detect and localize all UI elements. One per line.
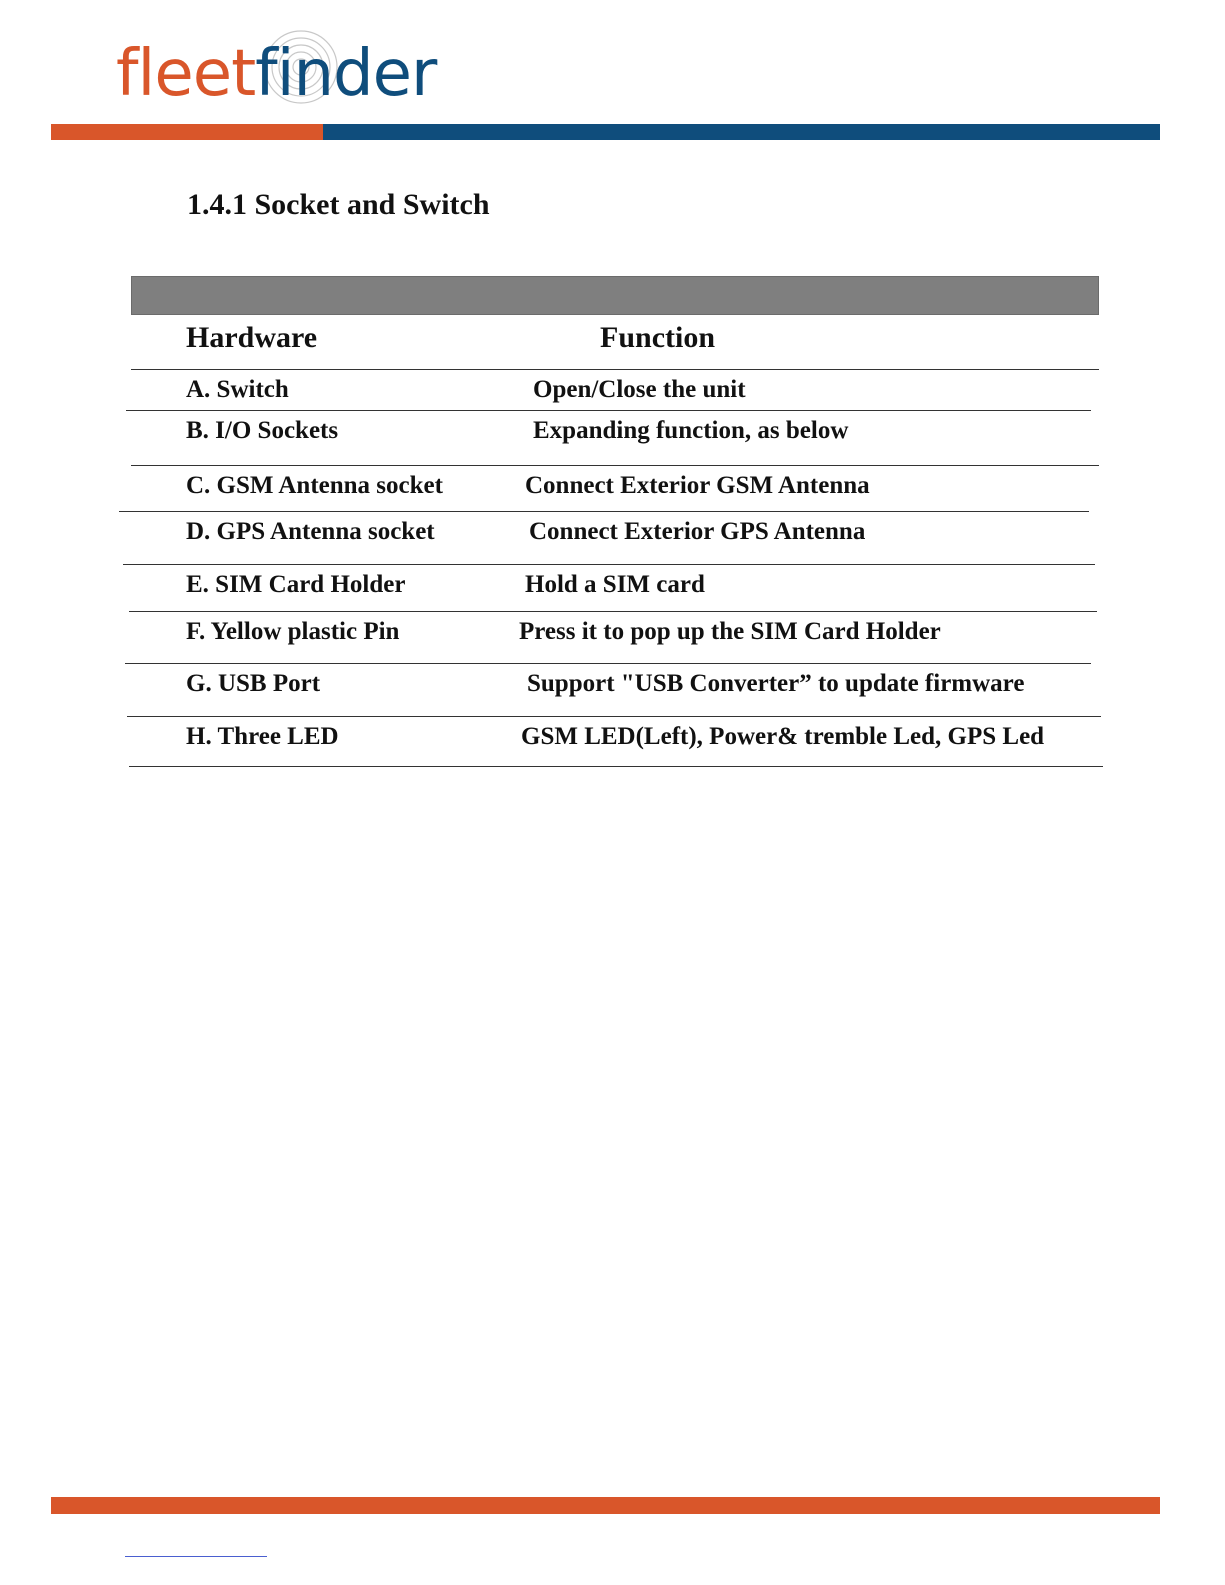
- table-row: [131, 571, 1099, 615]
- table-rule: [127, 716, 1101, 717]
- logo-finder: finder: [255, 37, 437, 111]
- table-rule: [131, 369, 1099, 370]
- table-header: [131, 315, 1099, 371]
- table-rule: [125, 663, 1091, 664]
- footer-link-underline: [125, 1556, 267, 1557]
- table-rule: [131, 465, 1099, 466]
- cell-hardware: B. I/O Sockets: [186, 417, 339, 444]
- cell-hardware: G. USB Port: [186, 670, 321, 697]
- cell-hardware: E. SIM Card Holder: [186, 571, 406, 598]
- cell-hardware: H. Three LED: [186, 723, 339, 750]
- cell-function: GSM LED(Left), Power& tremble Led, GPS Led: [521, 723, 1045, 750]
- cell-hardware: D. GPS Antenna socket: [186, 518, 435, 545]
- cell-function: Connect Exterior GSM Antenna: [525, 472, 870, 499]
- header-divider-bar: [51, 124, 1160, 140]
- cell-function: Expanding function, as below: [533, 417, 849, 444]
- table-gray-band: [131, 276, 1099, 315]
- section-title: 1.4.1 Socket and Switch: [187, 188, 490, 221]
- cell-hardware: C. GSM Antenna socket: [186, 472, 443, 499]
- table-row: [131, 518, 1099, 562]
- cell-function: Open/Close the unit: [533, 376, 746, 403]
- cell-hardware: A. Switch: [186, 376, 289, 403]
- logo-fleet: fleet: [116, 37, 256, 111]
- header-hardware: Hardware: [186, 321, 318, 354]
- hardware-function-table: [131, 276, 1099, 750]
- table-row: [131, 472, 1099, 516]
- header-bar-orange: [51, 124, 323, 140]
- footer-divider-bar: [51, 1497, 1160, 1514]
- table-row: [131, 376, 1099, 420]
- table-row: [131, 417, 1099, 461]
- cell-function: Press it to pop up the SIM Card Holder: [519, 618, 941, 645]
- table-row: [131, 670, 1099, 714]
- table-rule: [123, 564, 1095, 565]
- header-bar-blue: [323, 124, 1160, 140]
- cell-function: Support "USB Converter” to update firmware: [527, 670, 1025, 697]
- cell-function: Hold a SIM card: [525, 571, 705, 598]
- table-row: [131, 723, 1099, 767]
- header-function: Function: [600, 321, 716, 354]
- table-row: [131, 618, 1099, 662]
- logo-wordmark: [116, 37, 437, 111]
- cell-function: Connect Exterior GPS Antenna: [529, 518, 866, 545]
- cell-hardware: F. Yellow plastic Pin: [186, 618, 400, 645]
